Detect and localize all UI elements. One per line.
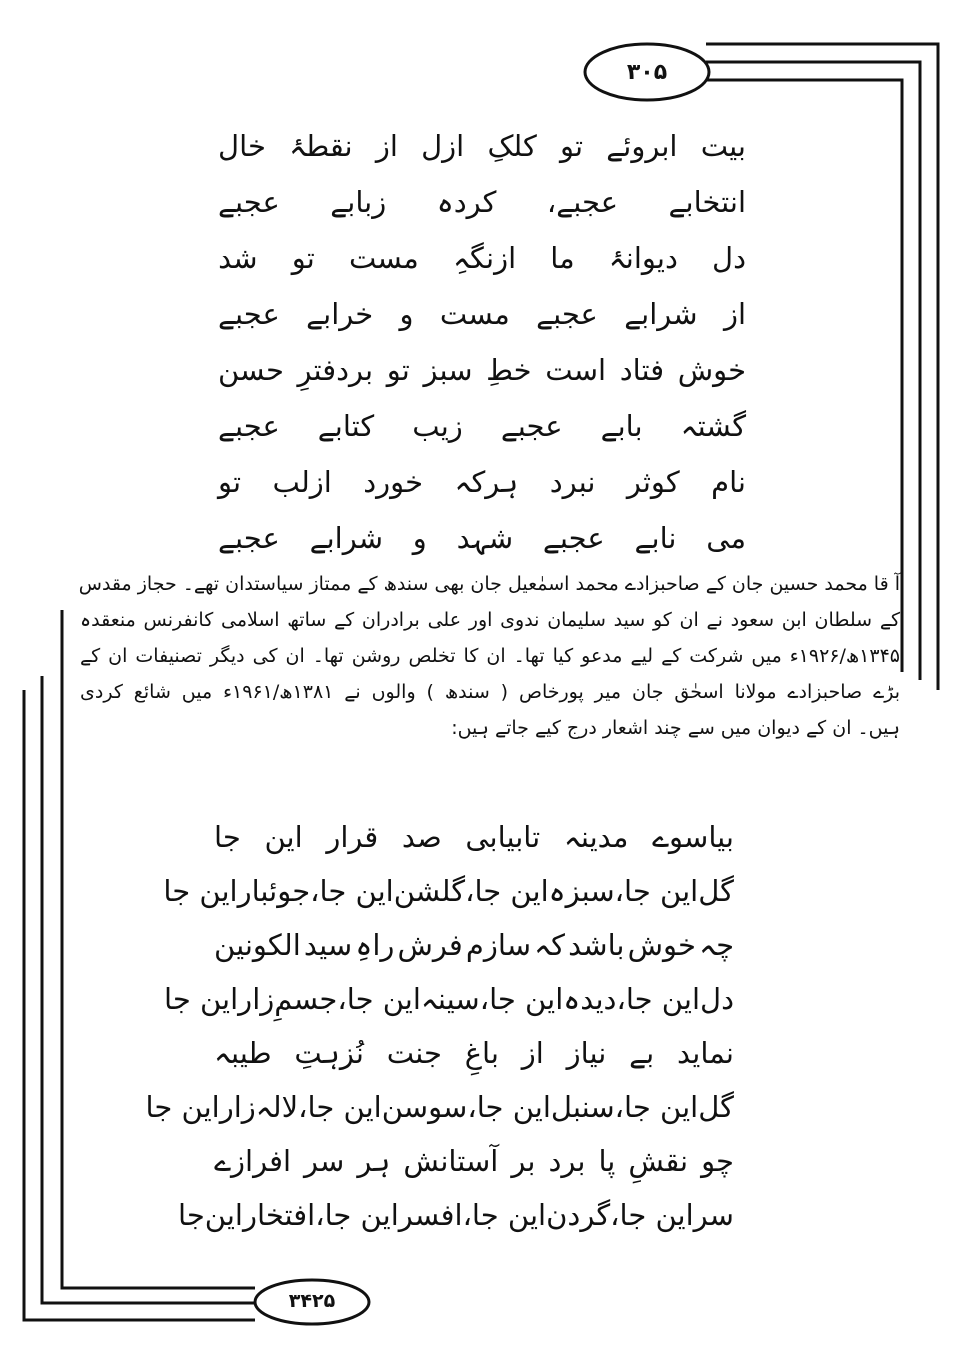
prose-line: کے سلطان ابن سعود نے ان کو سید سلیمان ندوی اور علی برادران کے ساتھ اسلامی کانفرنس منعقدہ xyxy=(80,609,900,631)
verse-word: عجبے xyxy=(218,408,280,443)
prose-paragraph xyxy=(80,566,900,746)
verse-word: سنبل xyxy=(550,1089,615,1124)
verse-word: دل xyxy=(712,240,746,275)
verse-word: سوسن xyxy=(381,1089,468,1124)
verse-word: تابیابی xyxy=(465,819,541,854)
verse-word: عجبے، xyxy=(546,184,619,219)
verse-word: این xyxy=(204,1197,243,1232)
verse-word: ابروئے xyxy=(606,128,678,163)
verse-word: مست xyxy=(348,240,419,275)
verse-word: خورد xyxy=(363,464,424,499)
verse-word: راین جا xyxy=(164,981,253,1016)
verse-word: آستانش xyxy=(403,1143,499,1178)
verse-word: پا xyxy=(598,1143,616,1178)
verse-word: خرابے xyxy=(306,296,374,331)
prose-line: بڑے صاحبزادے مولانا اسحٰق جان میر پورخاص ( سندھ ) والوں نے ۱۳۸۱ھ/۱۹۶۱ء میں شائع کردی xyxy=(80,681,901,703)
verse-word: عجبے xyxy=(218,184,280,219)
verse-word: عجبے xyxy=(218,520,280,555)
verse-word: جا xyxy=(214,819,241,854)
verse-word: بابے xyxy=(600,408,643,443)
prose-line: آ قا محمد حسین جان کے صاحبزادے محمد اسمٰعیل جان بھی سندھ کے ممتاز سیاستدان تھے۔ حجاز مقدس xyxy=(78,573,900,595)
verse-word: و xyxy=(412,520,427,555)
verse-word: نقشِ xyxy=(628,1143,689,1178)
verse-word: این جا، xyxy=(614,873,699,908)
verse-line xyxy=(218,454,746,510)
verse-word: گل xyxy=(698,873,734,908)
verse-word: بر xyxy=(511,1143,536,1178)
verse-word: قرار xyxy=(326,819,379,854)
verse-word: گلشن xyxy=(393,873,466,908)
verse-word: این جا، xyxy=(462,1197,547,1232)
verse-word: لالہ xyxy=(255,1089,299,1124)
verse-word: زیب xyxy=(412,408,463,443)
verse-line xyxy=(214,810,734,864)
verse-word: برد xyxy=(548,1143,586,1178)
verse-word: خوش xyxy=(677,352,746,387)
verse-word: عجبے xyxy=(218,296,280,331)
verse-word: شرابے xyxy=(309,520,383,555)
verse-word: کتابے xyxy=(317,408,375,443)
verse-word: ین جا xyxy=(163,873,230,908)
top-page-number: ۳۰۵ xyxy=(626,59,668,85)
verse-word: افسر xyxy=(398,1197,463,1232)
verse-word: گل xyxy=(698,1089,734,1124)
verse-word: جوئبارا xyxy=(229,873,311,908)
verse-word: عجبے xyxy=(542,520,605,555)
verse-word: نُزہتِ xyxy=(294,1035,364,1070)
verse-word: بیت xyxy=(700,128,746,163)
verse-word: بے xyxy=(629,1035,655,1070)
verse-word: تو xyxy=(386,352,410,387)
verse-word: صد xyxy=(401,819,442,854)
verse-word: گردن xyxy=(546,1197,611,1232)
verse-word: زاراین جا xyxy=(145,1089,256,1124)
verse-line xyxy=(214,1134,734,1188)
verse-word: شد xyxy=(218,240,258,275)
verse-line xyxy=(163,864,734,918)
verse-word: این جا، xyxy=(310,873,394,908)
verse-word: نماید xyxy=(677,1035,734,1070)
prose-line: ۱۳۴۵ھ/۱۹۲۶ء میں شرکت کے لیے مدعو کیا تھا۔ ان کا تخلص روشن تھا۔ ان کی دیگر تصنیفات ان کے xyxy=(80,645,900,667)
verse-word: از xyxy=(375,128,398,163)
verse-line xyxy=(218,342,746,398)
verse-word: این جا، xyxy=(479,981,564,1016)
verse-word: زا xyxy=(252,981,275,1016)
verse-word: خطِ xyxy=(486,352,532,387)
verse-word: فرش xyxy=(397,927,463,962)
verse-word: باشد xyxy=(568,927,625,962)
verse-word: و xyxy=(399,296,414,331)
verse-word: کلکِ xyxy=(487,128,537,163)
verse-word: سازم xyxy=(465,927,532,962)
verse-word: طیبہ xyxy=(214,1035,272,1070)
verse-word: حسن xyxy=(218,352,284,387)
verse-word: انتخابے xyxy=(668,184,746,219)
verse-word: چہ xyxy=(699,927,734,962)
verse-word: ما xyxy=(550,240,575,275)
verse-word: فتاد xyxy=(619,352,665,387)
verse-word: این جا، xyxy=(315,1197,399,1232)
verse-line xyxy=(178,1188,734,1242)
verse-word: دیوانۂ xyxy=(608,240,678,275)
verse-word: مست xyxy=(439,296,510,331)
verse-word: چو xyxy=(701,1143,734,1178)
verse-word: تو xyxy=(560,128,584,163)
verse-word: این جا، xyxy=(614,1089,699,1124)
verse-word: این جا، xyxy=(467,1089,551,1124)
verse-word: افرازے xyxy=(214,1143,292,1178)
verse-word: مدینہ xyxy=(563,819,629,854)
verse-line xyxy=(214,918,734,972)
verse-word: این xyxy=(264,819,303,854)
verse-line xyxy=(164,972,734,1026)
verse-word: شہد xyxy=(456,520,514,555)
verse-line xyxy=(218,286,746,342)
verse-word: ازنگہِ xyxy=(452,240,517,275)
verse-word: کردہ xyxy=(436,184,497,219)
bottom-page-number: ۳۴۲۵ xyxy=(288,1290,336,1312)
verse-word: نام xyxy=(711,464,746,499)
verse-word: نیاز xyxy=(566,1035,607,1070)
verse-word: افتخار xyxy=(242,1197,316,1232)
verse-line xyxy=(218,398,746,454)
poem-bottom xyxy=(145,810,734,1242)
verse-word: کوثر xyxy=(626,464,680,499)
verse-word: زبابے xyxy=(330,184,387,219)
verse-word: سید xyxy=(303,927,353,962)
verse-word: دل xyxy=(700,981,734,1016)
verse-word: سراین جا، xyxy=(610,1197,734,1232)
verse-word: باغِ xyxy=(464,1035,499,1070)
verse-line xyxy=(218,230,746,286)
verse-word: این جا، xyxy=(465,873,549,908)
verse-word: از xyxy=(521,1035,544,1070)
verse-word: خال xyxy=(218,128,266,163)
verse-word: راہِ xyxy=(355,927,395,962)
verse-word: ہرکہ xyxy=(454,464,519,499)
poem-top xyxy=(218,118,746,566)
verse-word: سر xyxy=(304,1143,345,1178)
verse-word: بیاسوے xyxy=(652,819,734,854)
verse-word: از xyxy=(723,296,746,331)
verse-word: این جا، xyxy=(616,981,701,1016)
verse-word: خوش xyxy=(627,927,696,962)
verse-word: جا xyxy=(178,1197,205,1232)
verse-word: این جا، xyxy=(298,1089,382,1124)
verse-word: تو xyxy=(291,240,315,275)
verse-line xyxy=(145,1080,734,1134)
verse-line xyxy=(218,118,746,174)
verse-word: نابے xyxy=(634,520,677,555)
verse-word: شرابے xyxy=(624,296,698,331)
verse-word: سبزہ xyxy=(548,873,615,908)
verse-word: عجبے xyxy=(536,296,598,331)
verse-word: ہر xyxy=(357,1143,391,1178)
verse-line xyxy=(218,174,746,230)
verse-word: سینہ xyxy=(420,981,480,1016)
prose-line: ہیں۔ ان کے دیوان میں سے چند اشعار درج کیے جاتے ہیں: xyxy=(451,717,900,739)
verse-word: بردفترِ xyxy=(297,352,374,387)
verse-word: نقطۂ xyxy=(289,128,353,163)
verse-word: جسمِ xyxy=(274,981,338,1016)
verse-word: است xyxy=(545,352,607,387)
verse-word: این جا، xyxy=(337,981,421,1016)
verse-word: الکونین xyxy=(214,927,301,962)
verse-word: تو xyxy=(218,464,242,499)
verse-word: دیدہ xyxy=(563,981,617,1016)
verse-word: ازل xyxy=(421,128,465,163)
verse-word: گشتہ xyxy=(680,408,746,443)
verse-word: نبرد xyxy=(549,464,596,499)
verse-word: عجبے xyxy=(500,408,563,443)
verse-word: ازلب xyxy=(272,464,332,499)
verse-word: می xyxy=(706,520,746,555)
verse-line xyxy=(214,1026,734,1080)
verse-word: جنت xyxy=(386,1035,442,1070)
verse-line xyxy=(218,510,746,566)
verse-word: کہ xyxy=(534,927,565,962)
verse-word: سبز xyxy=(423,352,473,387)
